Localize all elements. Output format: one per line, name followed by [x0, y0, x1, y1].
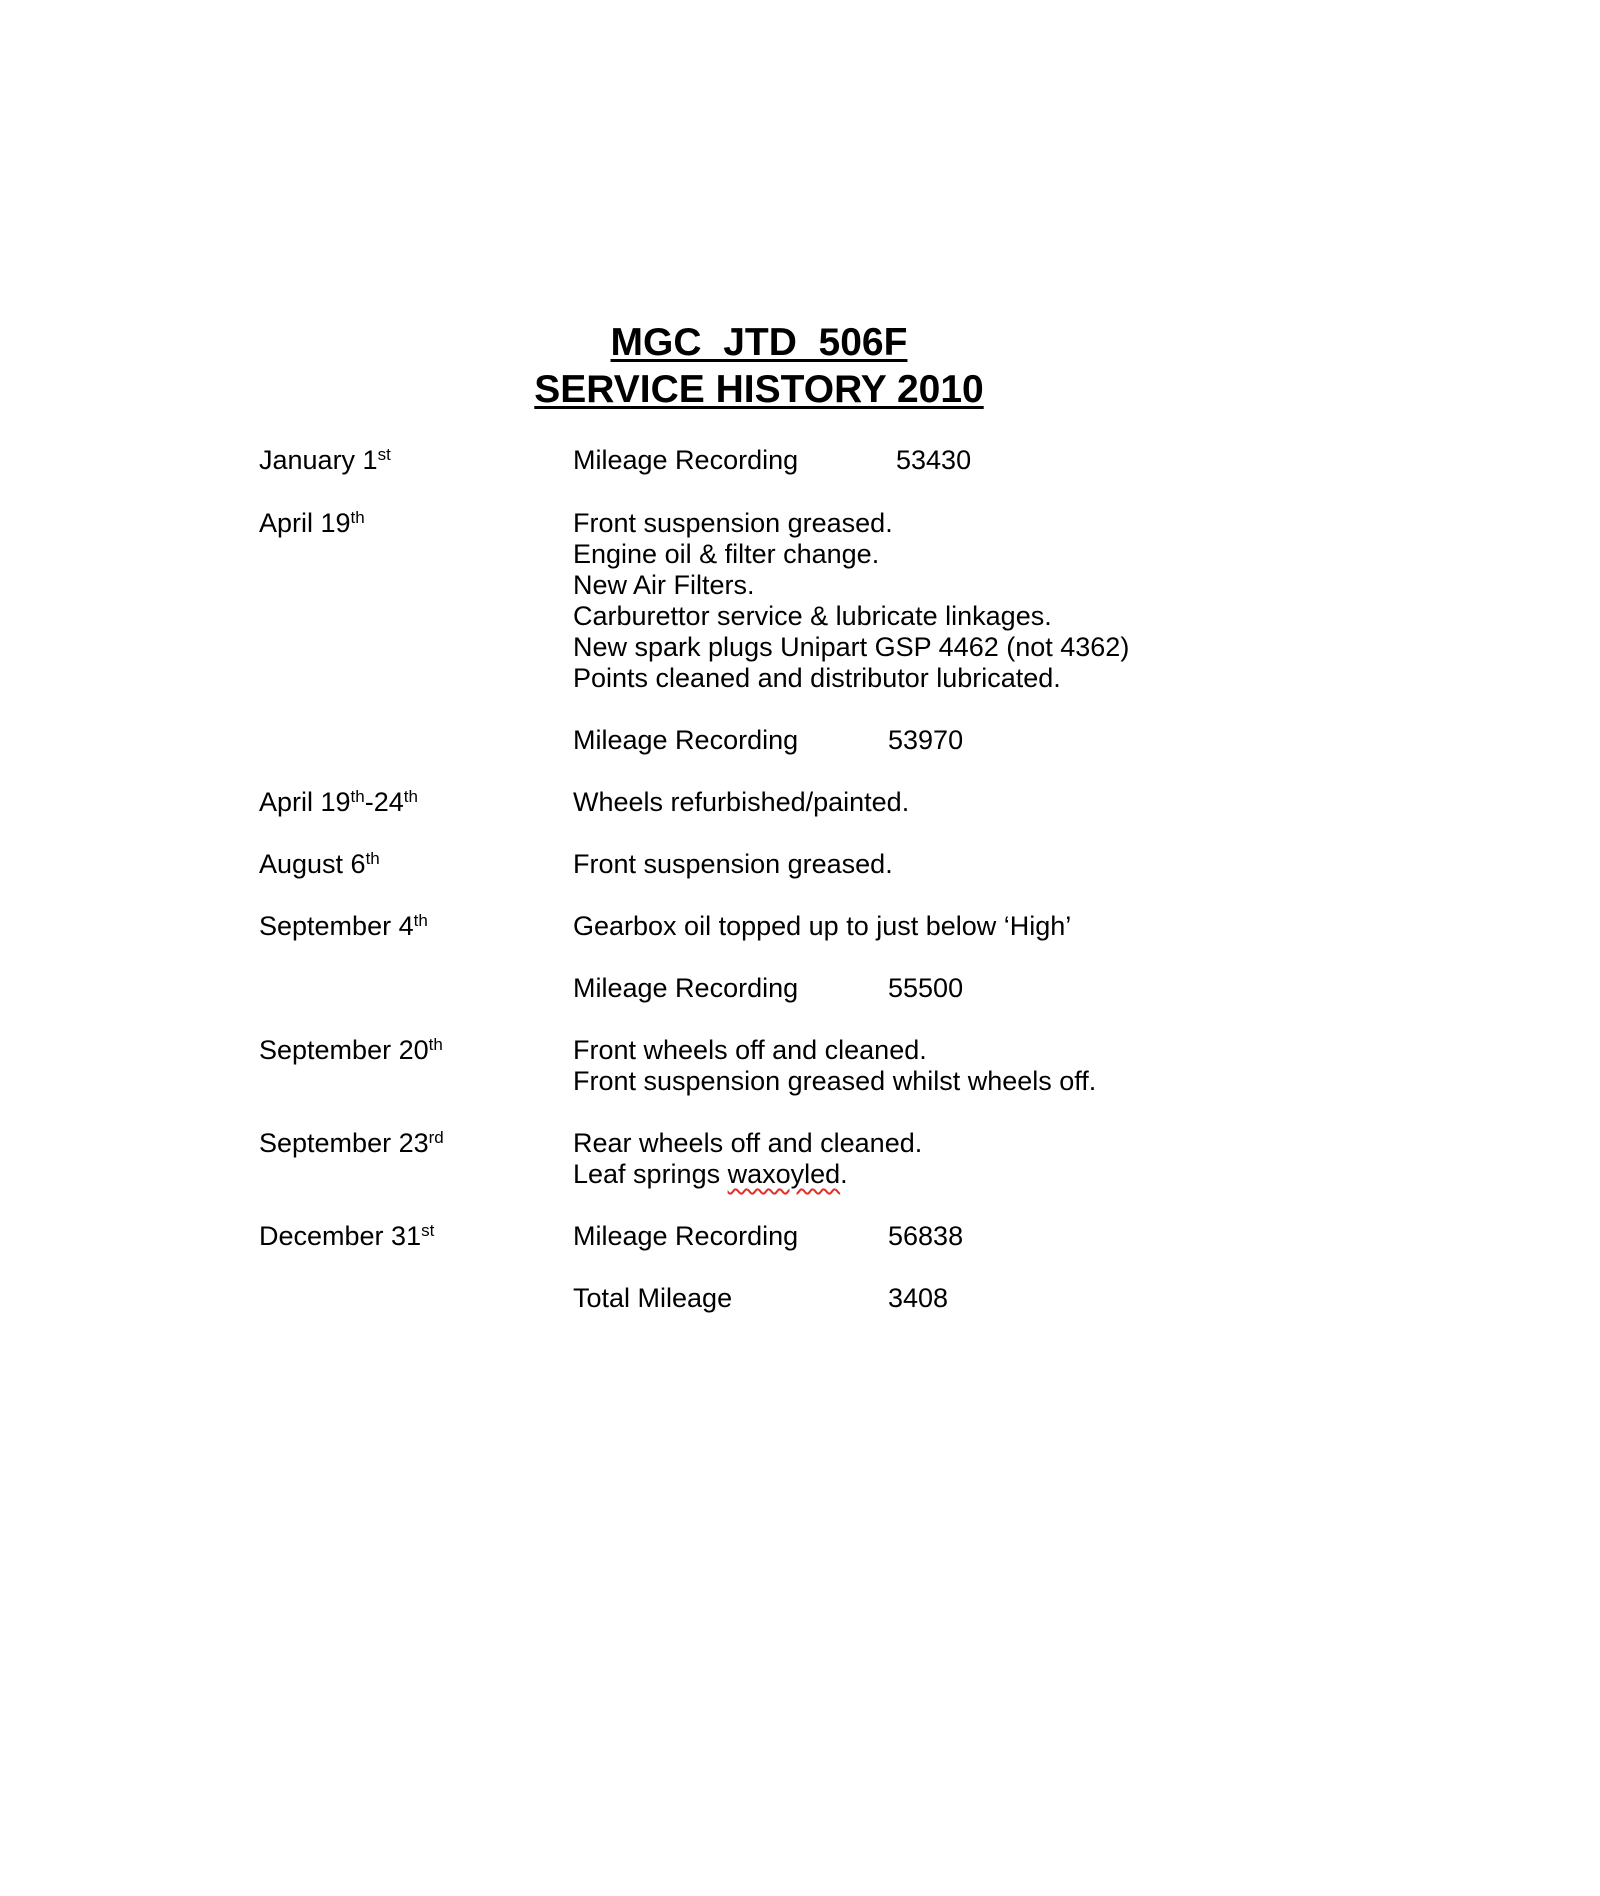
mileage-record	[573, 725, 964, 756]
document-subtitle: SERVICE HISTORY 2010	[534, 368, 984, 411]
record-label: Mileage Recording	[573, 725, 799, 755]
record-value: 55500	[888, 973, 964, 1003]
entry-date: August 6th	[259, 849, 380, 879]
record-value: 3408	[888, 1283, 949, 1313]
description-line: Engine oil & filter change.	[573, 539, 880, 569]
description-line: Leaf springs waxoyled.	[573, 1159, 848, 1189]
record-value: 53430	[896, 445, 972, 475]
entry-description	[573, 787, 909, 818]
entry-date: December 31st	[259, 1221, 435, 1251]
document-title: MGC JTD 506F	[610, 321, 908, 364]
description-line: New Air Filters.	[573, 570, 755, 600]
entry-description	[573, 911, 1071, 942]
record-value: 53970	[888, 725, 964, 755]
mileage-record	[573, 1221, 964, 1252]
description-line: Front suspension greased.	[573, 849, 893, 879]
description-line: Gearbox oil topped up to just below ‘High’	[573, 911, 1072, 941]
description-line: Front wheels off and cleaned.	[573, 1035, 927, 1065]
description-line: Front suspension greased.	[573, 508, 893, 538]
entry-date: September 4th	[259, 911, 428, 941]
entry-date: April 19th	[259, 508, 365, 538]
entry-date: April 19th-24th	[259, 787, 418, 817]
entry-date: September 20th	[259, 1035, 443, 1065]
record-value: 56838	[888, 1221, 964, 1251]
entry-date: September 23rd	[259, 1128, 444, 1158]
spellcheck-flagged-word[interactable]: waxoyled	[727, 1159, 841, 1189]
record-label: Total Mileage	[573, 1283, 733, 1313]
description-line: Front suspension greased whilst wheels off.	[573, 1066, 1097, 1096]
entry-description	[573, 849, 893, 880]
record-label: Mileage Recording	[573, 1221, 799, 1251]
mileage-record	[573, 445, 972, 476]
mileage-record	[573, 973, 964, 1004]
total-mileage	[573, 1283, 949, 1314]
entry-date: January 1st	[259, 445, 391, 475]
record-label: Mileage Recording	[573, 445, 799, 475]
entry-description	[573, 1035, 1096, 1097]
entry-description	[573, 1128, 922, 1190]
description-line: Rear wheels off and cleaned.	[573, 1128, 923, 1158]
entry-description	[573, 508, 1129, 694]
description-line: New spark plugs Unipart GSP 4462 (not 4362)	[573, 632, 1130, 662]
description-line: Carburettor service & lubricate linkages.	[573, 601, 1052, 631]
description-line: Wheels refurbished/painted.	[573, 787, 910, 817]
record-label: Mileage Recording	[573, 973, 799, 1003]
description-line: Points cleaned and distributor lubricated.	[573, 663, 1061, 693]
